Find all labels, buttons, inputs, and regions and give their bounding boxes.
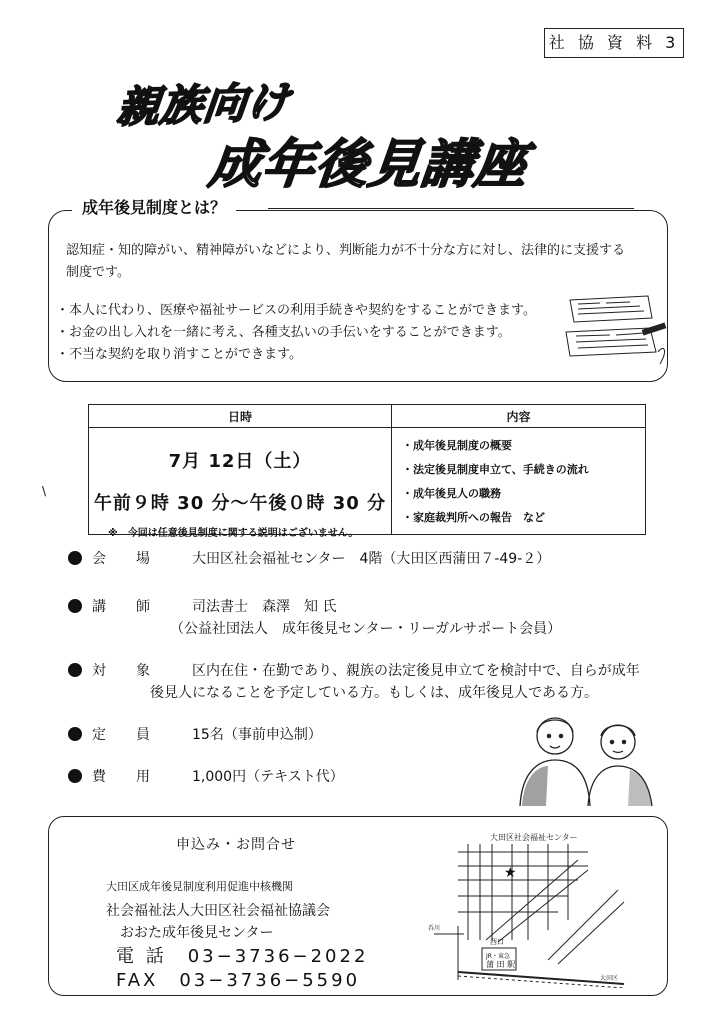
contact-organization-sub: 大田区成年後見制度利用促進中核機関 [106, 880, 293, 893]
bullet-item: ・お金の出し入れを一緒に考え、各種支払いの手伝いをすることができます。 [56, 325, 511, 340]
content-item: ・成年後見人の職務 [402, 487, 501, 500]
info-capacity [68, 724, 322, 744]
bullet-dot-icon [68, 727, 82, 741]
info-label: 費 用 [92, 769, 158, 785]
people-illustration [510, 708, 660, 808]
definition-heading: 成年後見制度とは？ [72, 195, 236, 218]
page-title: 成年後見講座 [206, 135, 531, 195]
date-cell [89, 428, 392, 535]
document-label: 社 協 資 料 3 [544, 28, 684, 58]
info-value: 大田区社会福祉センター 4階（大田区西蒲田７-49-２） [192, 551, 551, 567]
contact-fax: FAX 03−3736−5590 [116, 970, 361, 991]
bullet-item: ・不当な契約を取り消すことができます。 [56, 347, 302, 362]
map-building-label: 大田区社会福祉センター [490, 833, 578, 842]
bullet-item: ・本人に代わり、医療や福祉サービスの利用手続きや契約をすることができます。 [56, 303, 536, 318]
contact-organization: 社会福祉法人大田区社会福祉協議会 [106, 903, 330, 919]
info-label: 講 師 [92, 599, 158, 615]
event-date: 7月 12日（土） [168, 451, 312, 472]
bullet-dot-icon [68, 769, 82, 783]
content-item: ・成年後見制度の概要 [402, 439, 512, 452]
info-value: 区内在住・在勤であり、親族の法定後見申立てを検討中で、自らが成年 [192, 663, 640, 679]
event-time: 午前９時 30 分～午後０時 30 分 [93, 493, 387, 514]
location-star-icon: ★ [504, 865, 517, 881]
info-value: 15名（事前申込制） [192, 727, 322, 743]
documents-illustration [560, 292, 670, 372]
info-label: 会 場 [92, 551, 158, 567]
info-lecturer [68, 596, 336, 616]
content-cell [392, 428, 646, 535]
info-venue [68, 548, 550, 568]
header-content: 内容 [392, 405, 646, 428]
heading-divider [268, 208, 634, 209]
bullet-dot-icon [68, 663, 82, 677]
schedule-note: ※ 今回は任意後見制度に関する説明はございません。 [108, 528, 359, 539]
header-date: 日時 [89, 405, 392, 428]
title-line1: 親族向け [114, 77, 293, 132]
map-river-label: 呑川 [428, 925, 441, 932]
definition-text: 認知症・知的障がい、精神障がいなどにより、判断能力が不十分な方に対し、法律的に支援する制度です。 [66, 243, 626, 280]
map-station-label: 蒲 田 駅 [486, 960, 516, 969]
contact-phone: 電 話 03−3736−2022 [116, 946, 369, 967]
info-lecturer-affiliation: （公益社団法人 成年後見センター・リーガルサポート会員） [170, 621, 562, 637]
info-label: 定 員 [92, 727, 158, 743]
definition-bullets [56, 300, 536, 366]
contact-title: 申込み・お問合せ [176, 837, 296, 853]
margin-mark: \ [42, 484, 47, 498]
info-value: 司法書士 森澤 知 氏 [192, 599, 337, 615]
info-fee [68, 766, 344, 786]
bullet-dot-icon [68, 551, 82, 565]
info-target-cont: 後見人になることを予定している方。もしくは、成年後見人である方。 [150, 685, 598, 701]
bullet-dot-icon [68, 599, 82, 613]
info-value: 1,000円（テキスト代） [192, 769, 344, 785]
map-area-label: 大田区 [600, 975, 619, 982]
access-map [428, 830, 628, 988]
info-label: 対 象 [92, 663, 158, 679]
map-exit-label: 西口 [490, 938, 504, 946]
content-item: ・法定後見制度申立て、手続きの流れ [402, 463, 589, 476]
info-target [68, 660, 640, 680]
contact-center: おおた成年後見センター [120, 925, 274, 941]
content-item: ・家庭裁判所への報告 など [402, 511, 545, 524]
schedule-table [88, 404, 646, 535]
map-line-label: JR・東急 [486, 953, 510, 960]
